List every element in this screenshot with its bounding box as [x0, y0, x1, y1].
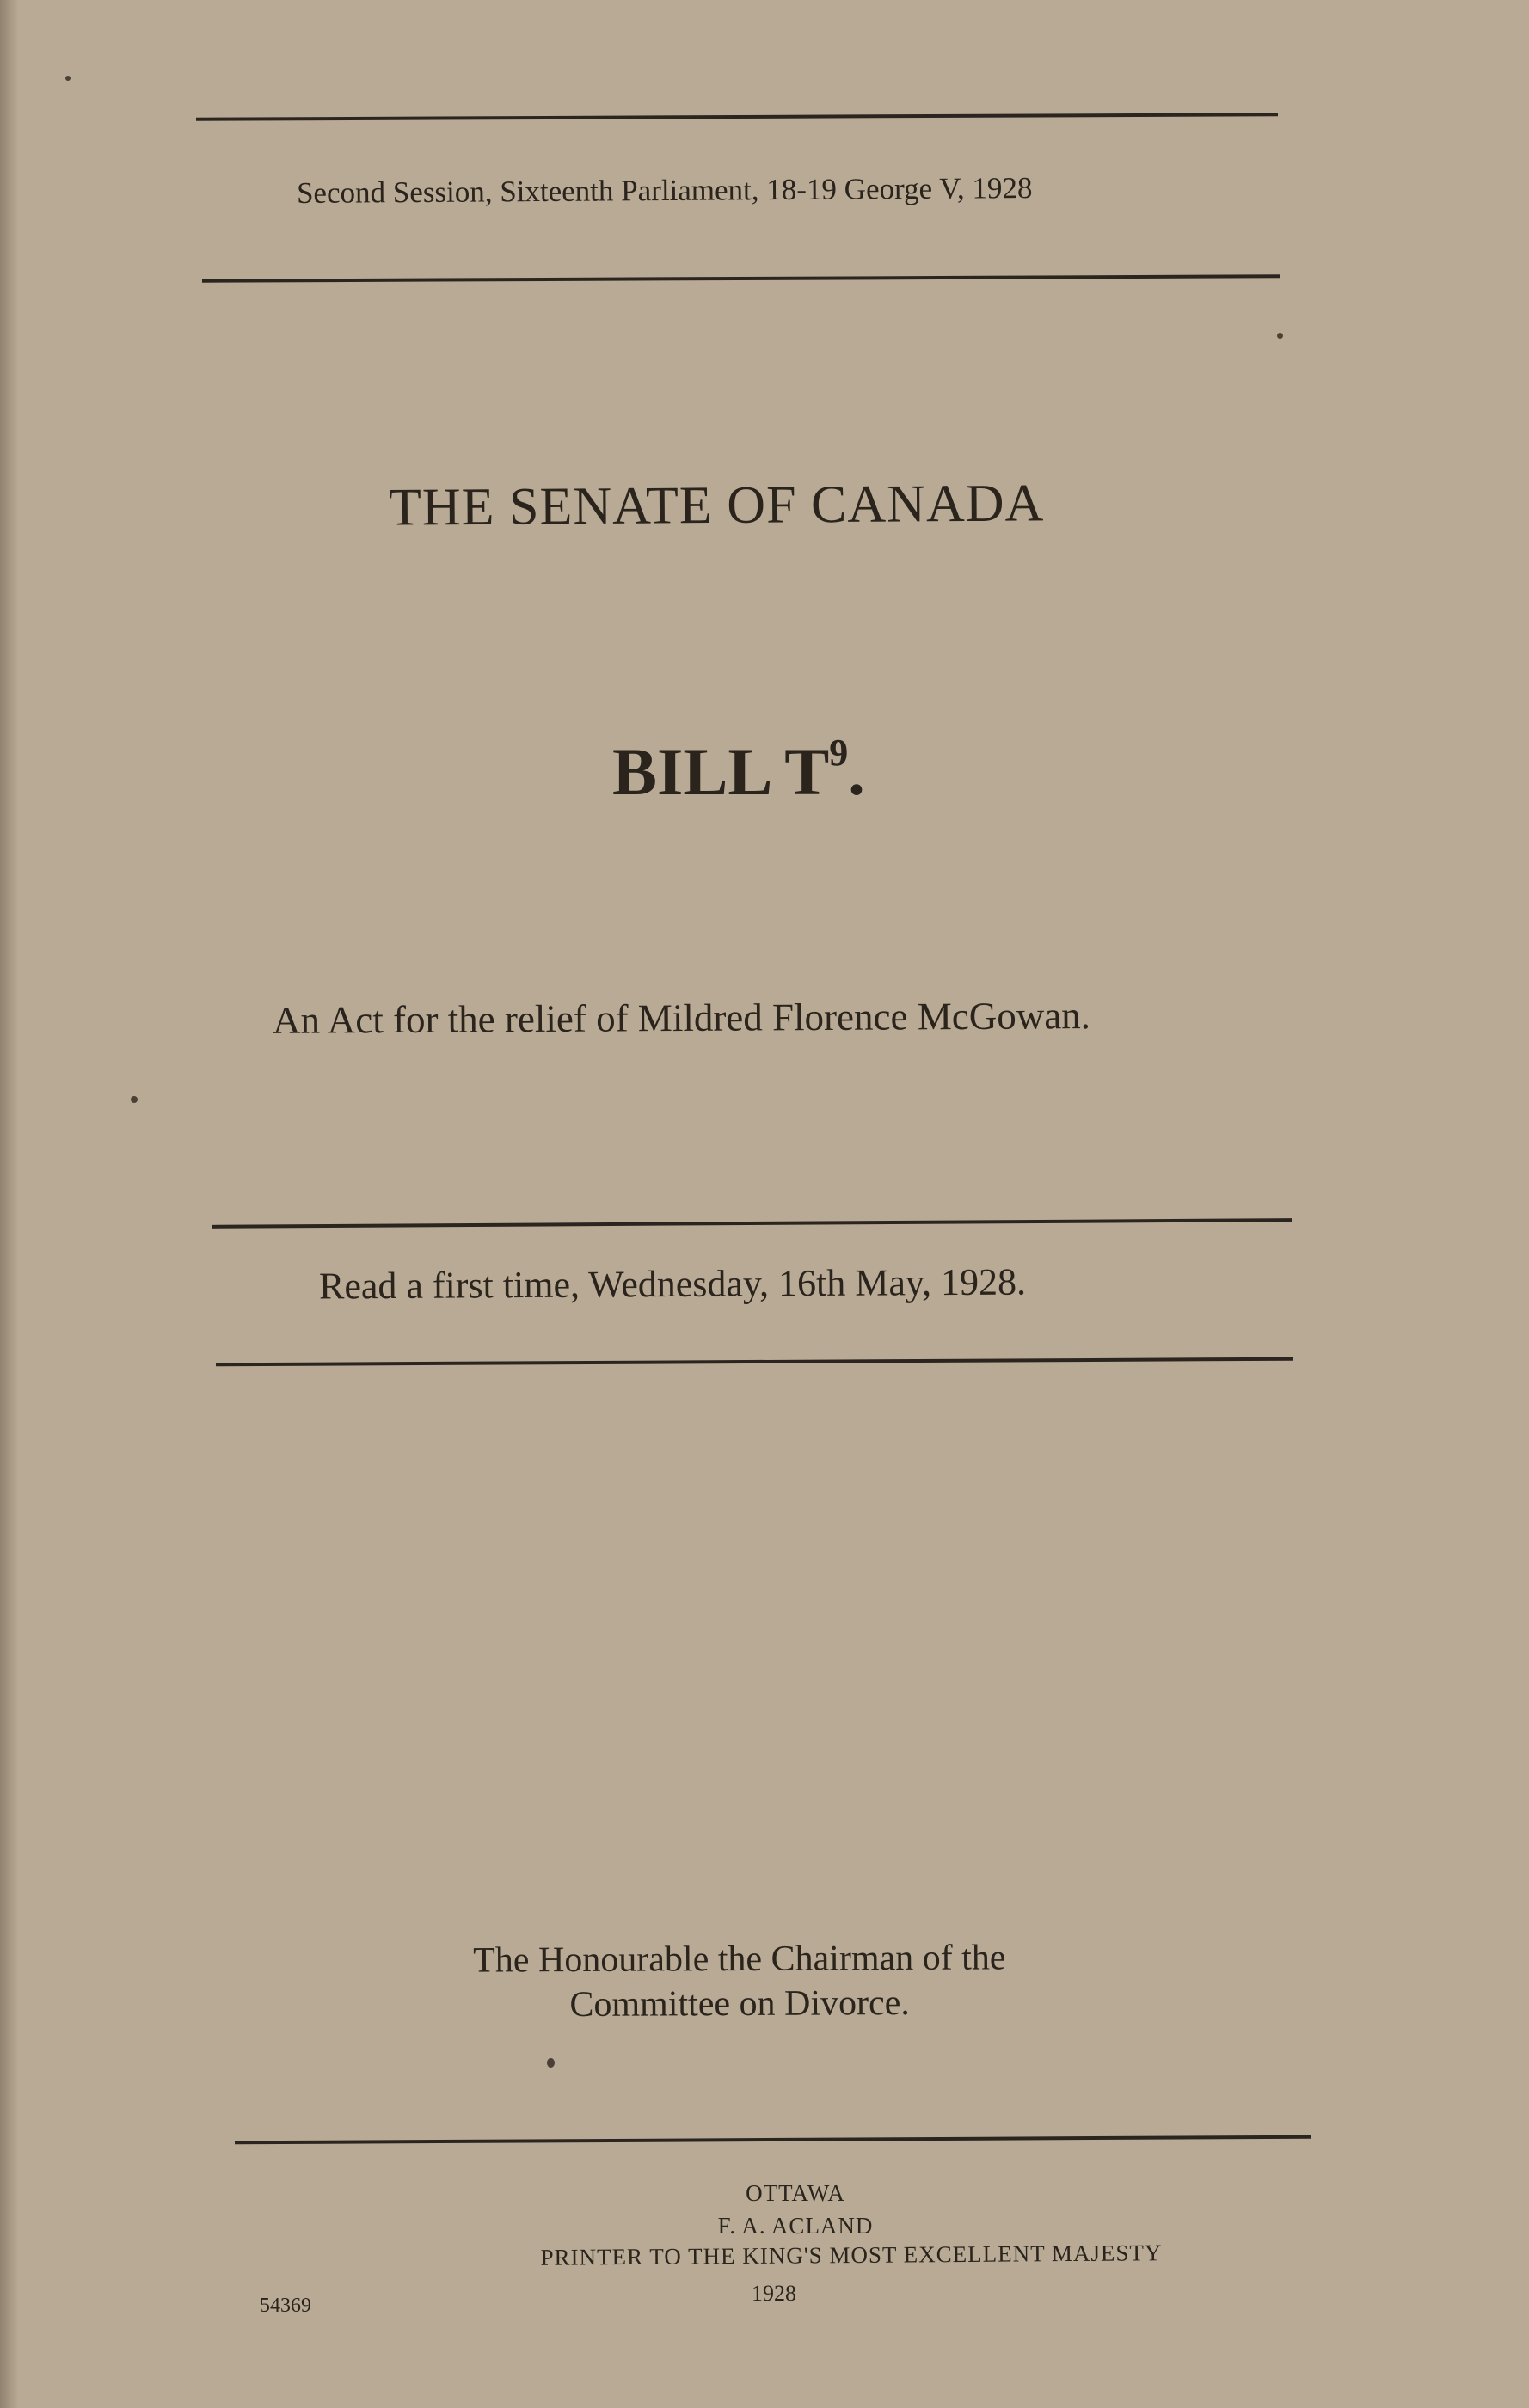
bill-suffix: .: [848, 734, 865, 809]
top-rule-2: [202, 274, 1280, 282]
imprint-printer-title: PRINTER TO THE KING'S MOST EXCELLENT MAJESTY: [540, 2240, 1163, 2270]
top-rule-1: [196, 113, 1278, 120]
paper-speck: [65, 76, 71, 81]
imprint-rule: [235, 2135, 1311, 2145]
sponsor-line-2: Committee on Divorce.: [569, 1982, 910, 2025]
bill-superscript: 9: [829, 732, 849, 774]
imprint-printer-name: F. A. ACLAND: [717, 2213, 874, 2239]
paper-speck: [131, 1096, 138, 1103]
act-title: An Act for the relief of Mildred Florence McGowan.: [272, 994, 1091, 1042]
document-serial: 54369: [260, 2295, 311, 2317]
chamber-title: THE SENATE OF CANADA: [388, 474, 1045, 537]
sponsor-block: [378, 1935, 1102, 2028]
paper-speck: [1277, 333, 1283, 339]
page-edge: [0, 0, 19, 2408]
imprint-city: OTTAWA: [746, 2180, 845, 2206]
paper-speck: [547, 2058, 555, 2068]
imprint-year: 1928: [752, 2281, 796, 2306]
reading-rule-2: [216, 1357, 1293, 1367]
reading-rule-1: [212, 1218, 1292, 1229]
session-line: Second Session, Sixteenth Parliament, 18-19 George V, 1928: [296, 171, 1033, 210]
bill-number: [612, 731, 865, 811]
reading-line: Read a first time, Wednesday, 16th May, 1928.: [318, 1260, 1027, 1308]
bill-prefix: BILL T: [612, 734, 830, 809]
sponsor-line-1: The Honourable the Chairman of the: [473, 1938, 1006, 1981]
